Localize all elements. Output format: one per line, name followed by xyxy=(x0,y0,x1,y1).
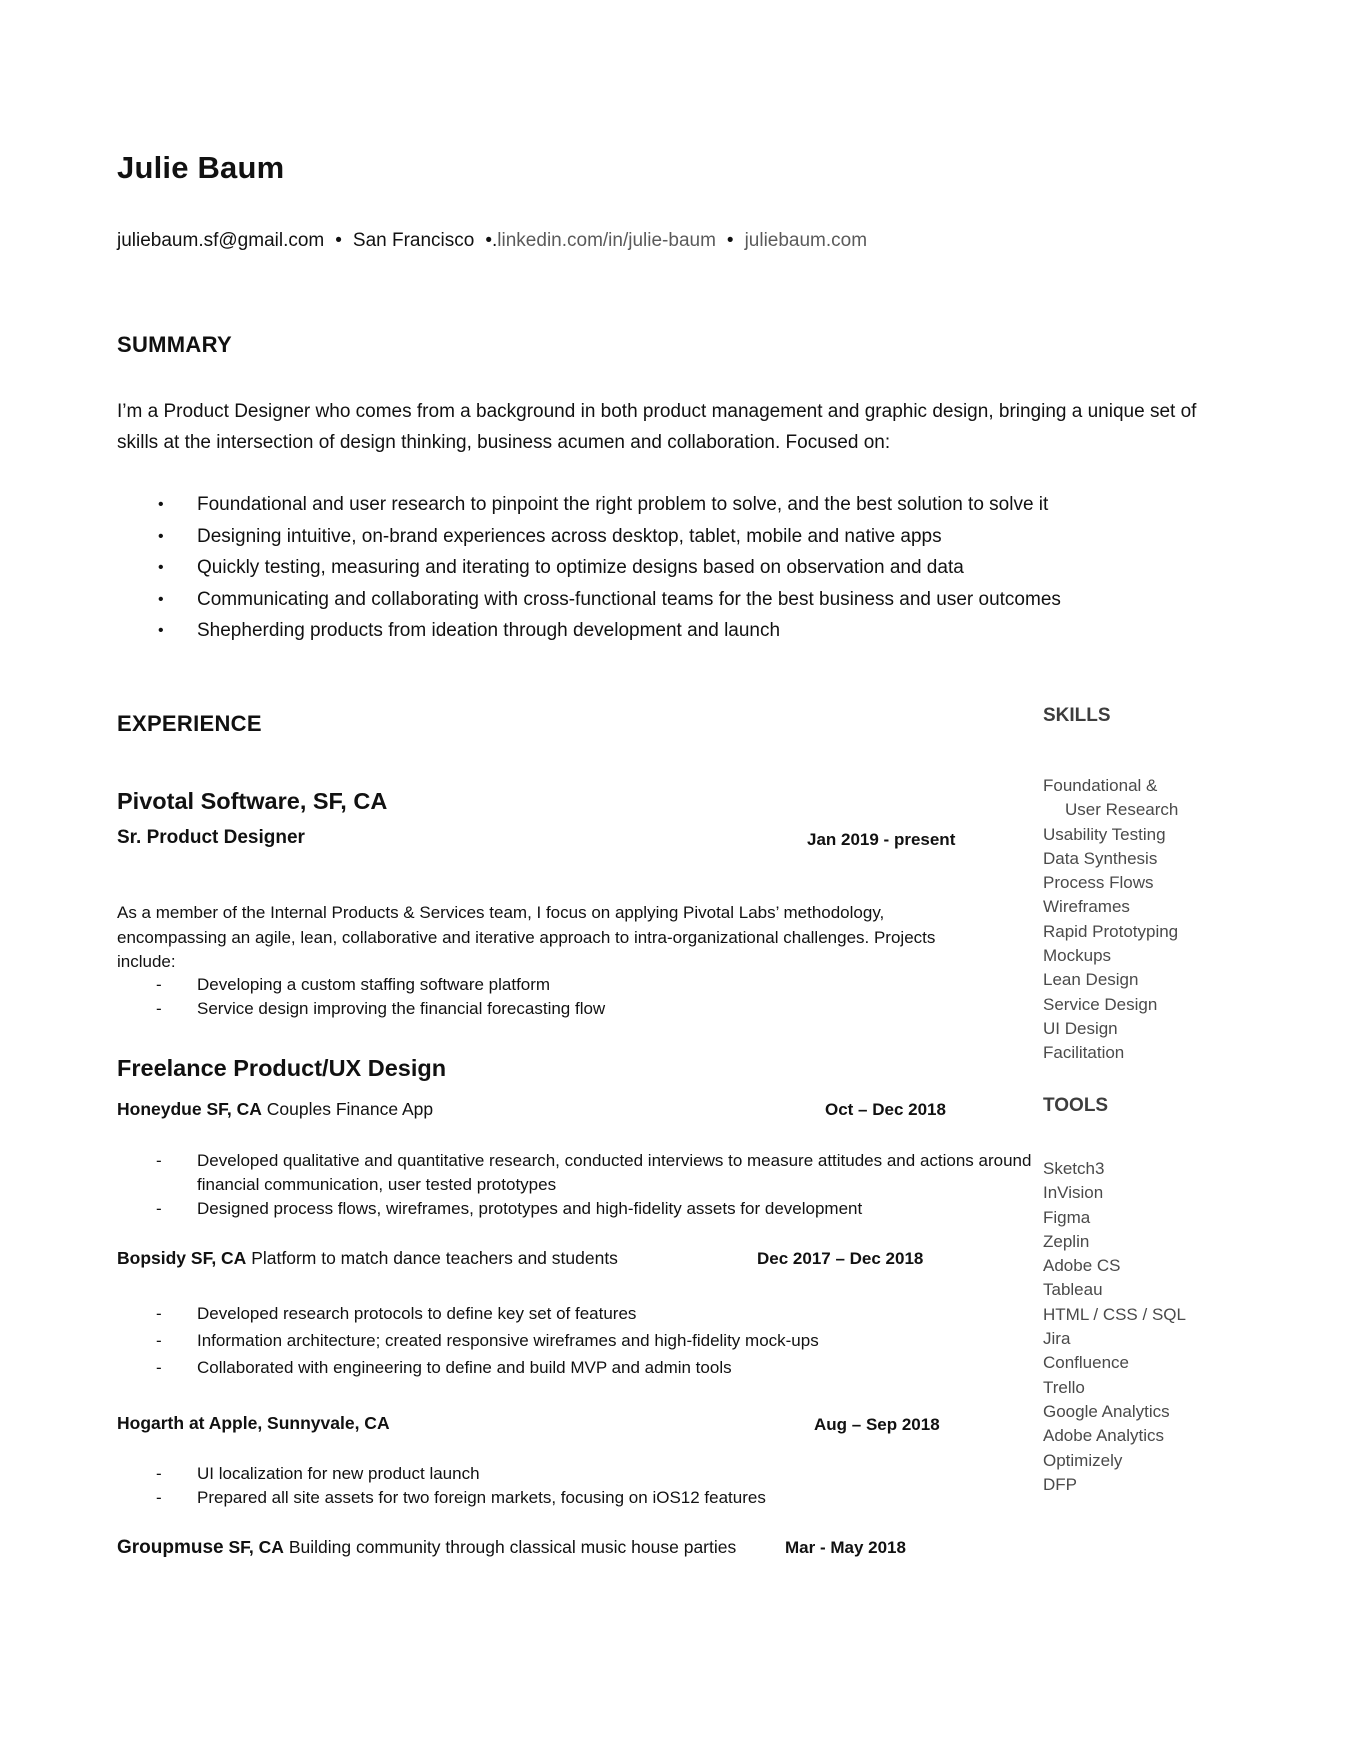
list-item: Foundational & xyxy=(1043,776,1158,795)
list-item: Facilitation xyxy=(1043,1043,1125,1063)
website-link[interactable]: juliebaum.com xyxy=(744,230,868,251)
list-item: Confluence xyxy=(1043,1353,1130,1373)
list-item: Figma xyxy=(1043,1207,1091,1227)
client-bopsidy: Bopsidy SF, CA Platform to match dance teachers and students xyxy=(117,1248,618,1268)
list-item: - Collaborated with engineering to define and build MVP and admin tools xyxy=(117,1354,1077,1381)
bopsidy-items xyxy=(117,1300,1077,1381)
bullet-icon: • xyxy=(158,590,164,608)
list-item: Jira xyxy=(1043,1329,1071,1349)
list-item: DFP xyxy=(1043,1474,1077,1494)
job-description: As a member of the Internal Products & Services team, I focus on applying Pivotal Labs’ methodology, encompassing an agile, lean, collaborative and iterative approach to intra-organizational challenges. Projects include: xyxy=(117,903,936,971)
list-item: - Developed research protocols to define key set of features xyxy=(117,1300,1077,1327)
summary-paragraph: I’m a Product Designer who comes from a background in both product management and graphic design, bringing a unique set of skills at the intersection of design thinking, business acumen and collaboration. Focused on: xyxy=(117,401,1197,453)
list-item: Zeplin xyxy=(1043,1231,1090,1251)
list-item: Adobe Analytics xyxy=(1043,1426,1164,1446)
list-item: • Communicating and collaborating with cross-functional teams for the best business and user outcomes xyxy=(117,584,1061,616)
list-item: • Quickly testing, measuring and iterating to optimize designs based on observation and data xyxy=(117,552,1061,584)
location-text: San Francisco xyxy=(352,230,475,251)
summary-bullets xyxy=(117,489,1061,647)
contact-line xyxy=(117,230,867,252)
client-dates: Oct – Dec 2018 xyxy=(825,1100,946,1119)
skills-heading: SKILLS xyxy=(1043,705,1111,726)
client-dates: Dec 2017 – Dec 2018 xyxy=(757,1249,924,1268)
client-hogarth: Hogarth at Apple, Sunnyvale, CA xyxy=(117,1413,390,1433)
experience-heading: EXPERIENCE xyxy=(117,711,262,736)
dash-icon: - xyxy=(156,1199,162,1218)
list-item: - UI localization for new product launch xyxy=(117,1462,1077,1486)
dash-icon: - xyxy=(156,999,162,1018)
bullet-icon: • xyxy=(158,622,164,639)
client-dates: Aug – Sep 2018 xyxy=(814,1415,940,1434)
client-groupmuse: Groupmuse SF, CA Building community through classical music house parties xyxy=(117,1537,737,1558)
tools-list xyxy=(1043,1157,1186,1497)
dash-icon: - xyxy=(156,1464,162,1483)
list-item: Mockups xyxy=(1043,946,1112,966)
bullet-icon: • xyxy=(158,559,164,576)
list-item: Process Flows xyxy=(1043,873,1154,893)
dash-icon: - xyxy=(156,1151,162,1170)
list-item: Tableau xyxy=(1043,1280,1103,1300)
list-item: Rapid Prototyping xyxy=(1043,921,1179,941)
client-honeydue: Honeydue SF, CA Couples Finance App xyxy=(117,1099,434,1119)
list-item: Trello xyxy=(1043,1377,1085,1397)
company-pivotal: Pivotal Software, SF, CA xyxy=(117,788,388,814)
list-item: User Research xyxy=(1065,800,1179,820)
list-item: Data Synthesis xyxy=(1043,848,1158,868)
candidate-name: Julie Baum xyxy=(117,150,285,185)
freelance-heading: Freelance Product/UX Design xyxy=(117,1055,447,1081)
list-item: • Designing intuitive, on-brand experiences across desktop, tablet, mobile and native apps xyxy=(117,521,1061,553)
list-item: UI Design xyxy=(1043,1018,1118,1038)
list-item: Google Analytics xyxy=(1043,1401,1170,1421)
list-item: Optimizely xyxy=(1043,1450,1123,1470)
list-item: - Prepared all site assets for two foreign markets, focusing on iOS12 features xyxy=(117,1486,1077,1510)
list-item: Lean Design xyxy=(1043,970,1139,990)
linkedin-link[interactable]: linkedin.com/in/julie-baum xyxy=(497,230,716,251)
tools-heading: TOOLS xyxy=(1043,1095,1109,1116)
separator: •. xyxy=(485,230,498,251)
list-item: HTML / CSS / SQL xyxy=(1043,1304,1186,1324)
dash-icon: - xyxy=(156,1488,162,1507)
list-item: - Developed qualitative and quantitative research, conducted interviews to measure attitudes and actions around financial communication, user tested prototypes xyxy=(156,1151,1032,1194)
list-item: Sketch3 xyxy=(1043,1159,1105,1178)
separator: • xyxy=(335,230,342,251)
dash-icon: - xyxy=(156,1304,162,1323)
list-item: • Shepherding products from ideation through development and launch xyxy=(117,615,1061,647)
list-item: Service Design xyxy=(1043,994,1158,1014)
pivotal-projects xyxy=(117,973,1077,1021)
separator: • xyxy=(726,230,734,251)
list-item: Wireframes xyxy=(1043,897,1130,917)
list-item: Adobe CS xyxy=(1043,1256,1121,1276)
bullet-icon: • xyxy=(158,527,164,545)
job-title: Sr. Product Designer xyxy=(117,827,305,848)
list-item: Usability Testing xyxy=(1043,824,1166,844)
job-dates: Jan 2019 - present xyxy=(807,830,956,849)
list-item: - Information architecture; created responsive wireframes and high-fidelity mock-ups xyxy=(117,1327,1077,1354)
dash-icon: - xyxy=(156,1331,162,1350)
client-dates: Mar - May 2018 xyxy=(785,1538,906,1557)
dash-icon: - xyxy=(156,975,162,994)
list-item: • Foundational and user research to pinpoint the right problem to solve, and the best solution to solve it xyxy=(117,489,1061,521)
list-item: - Developing a custom staffing software platform xyxy=(117,973,1077,997)
dash-icon: - xyxy=(156,1358,162,1377)
list-item: - Designed process flows, wireframes, prototypes and high-fidelity assets for development xyxy=(117,1197,1077,1221)
skills-list xyxy=(1043,774,1178,1066)
honeydue-items xyxy=(117,1149,1077,1221)
summary-heading: SUMMARY xyxy=(117,332,232,357)
list-item: - Service design improving the financial forecasting flow xyxy=(117,997,1077,1021)
bullet-icon: • xyxy=(158,496,164,513)
hogarth-items xyxy=(117,1462,1077,1510)
list-item: InVision xyxy=(1043,1183,1104,1203)
email-link[interactable]: juliebaum.sf@gmail.com xyxy=(117,230,325,251)
